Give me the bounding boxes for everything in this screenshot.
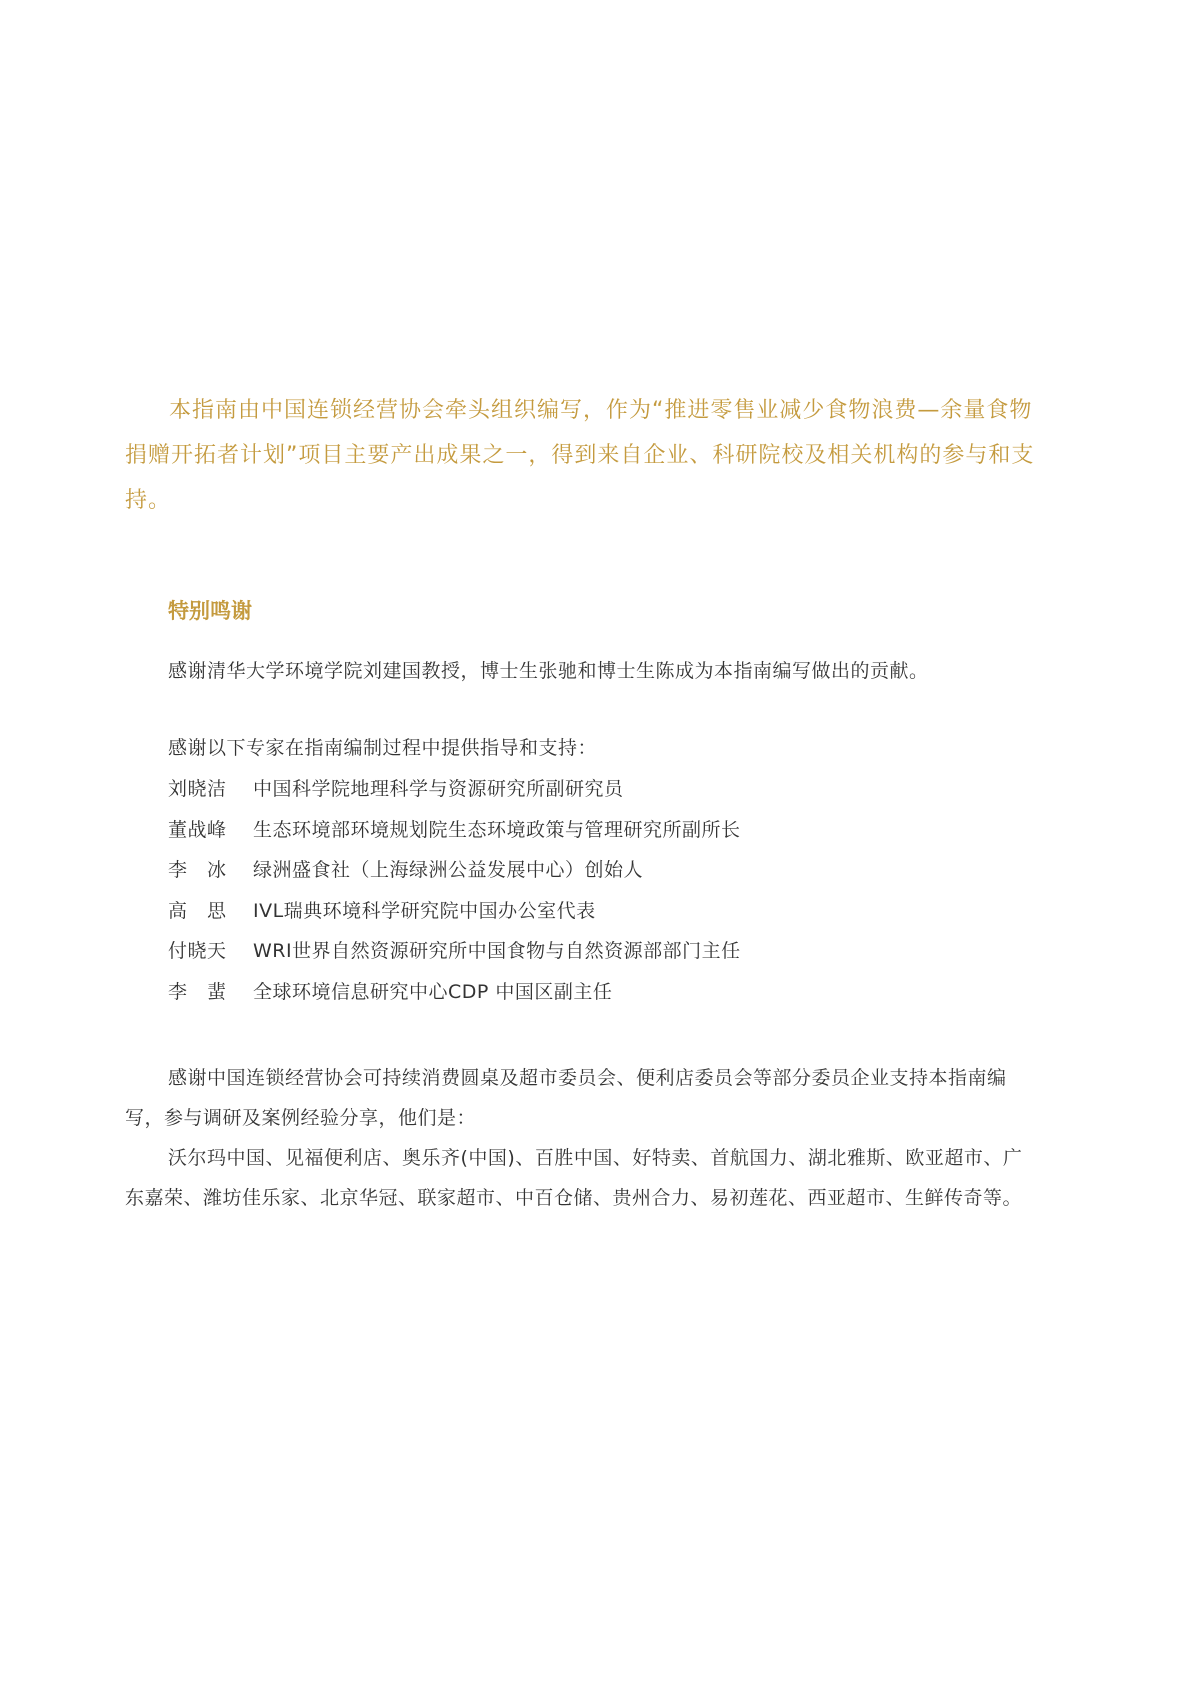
intro-text: 本指南由中国连锁经营协会牵头组织编写，作为“推进零售业减少食物浪费—余量食物捐赠开拓者计划”项目主要产出成果之一，得到来自企业、科研院校及相关机构的参与和支持。 bbox=[125, 398, 1035, 513]
experts-intro: 感谢以下专家在指南编制过程中提供指导和支持： bbox=[168, 737, 598, 759]
members-block bbox=[125, 1058, 1040, 1218]
expert-name: 董战峰 bbox=[168, 818, 227, 841]
expert-name: 李 蜚 bbox=[168, 980, 227, 1003]
expert-title: 全球环境信息研究中心CDP 中国区副主任 bbox=[253, 980, 613, 1003]
members-thanks: 感谢中国连锁经营协会可持续消费圆桌及超市委员会、便利店委员会等部分委员企业支持本指南编写，参与调研及案例经验分享，他们是： bbox=[125, 1067, 1007, 1129]
expert-name: 付晓天 bbox=[168, 940, 227, 962]
expert-title: 绿洲盛食社（上海绿洲公益发展中心）创始人 bbox=[253, 859, 644, 881]
members-list: 沃尔玛中国、见福便利店、奥乐齐(中国)、百胜中国、好特卖、首航国力、湖北雅斯、欧亚超市、广东嘉荣、潍坊佳乐家、北京华冠、联家超市、中百仓储、贵州合力、易初莲花、西亚超市、生鲜传奇等。 bbox=[125, 1147, 1023, 1209]
members-thanks-paragraph bbox=[125, 1058, 1040, 1138]
expert-row bbox=[168, 815, 741, 856]
expert-title: WRI世界自然资源研究所中国食物与自然资源部部门主任 bbox=[253, 940, 741, 962]
expert-name: 刘晓洁 bbox=[168, 778, 227, 800]
section-title: 特别鸣谢 bbox=[168, 599, 252, 623]
expert-row bbox=[168, 774, 741, 815]
expert-row bbox=[168, 977, 741, 1018]
academic-thanks: 感谢清华大学环境学院刘建国教授，博士生张驰和博士生陈成为本指南编写做出的贡献。 bbox=[168, 660, 929, 682]
expert-row bbox=[168, 855, 741, 896]
expert-row bbox=[168, 896, 741, 937]
expert-row bbox=[168, 936, 741, 977]
expert-title: 中国科学院地理科学与资源研究所副研究员 bbox=[253, 778, 624, 800]
expert-name: 李 冰 bbox=[168, 859, 227, 881]
members-list-paragraph bbox=[125, 1138, 1040, 1218]
experts-list bbox=[168, 774, 741, 1017]
expert-name: 高 思 bbox=[168, 899, 227, 922]
expert-title: 生态环境部环境规划院生态环境政策与管理研究所副所长 bbox=[253, 818, 741, 841]
expert-title: IVL瑞典环境科学研究院中国办公室代表 bbox=[253, 899, 596, 922]
intro-paragraph bbox=[125, 388, 1040, 523]
